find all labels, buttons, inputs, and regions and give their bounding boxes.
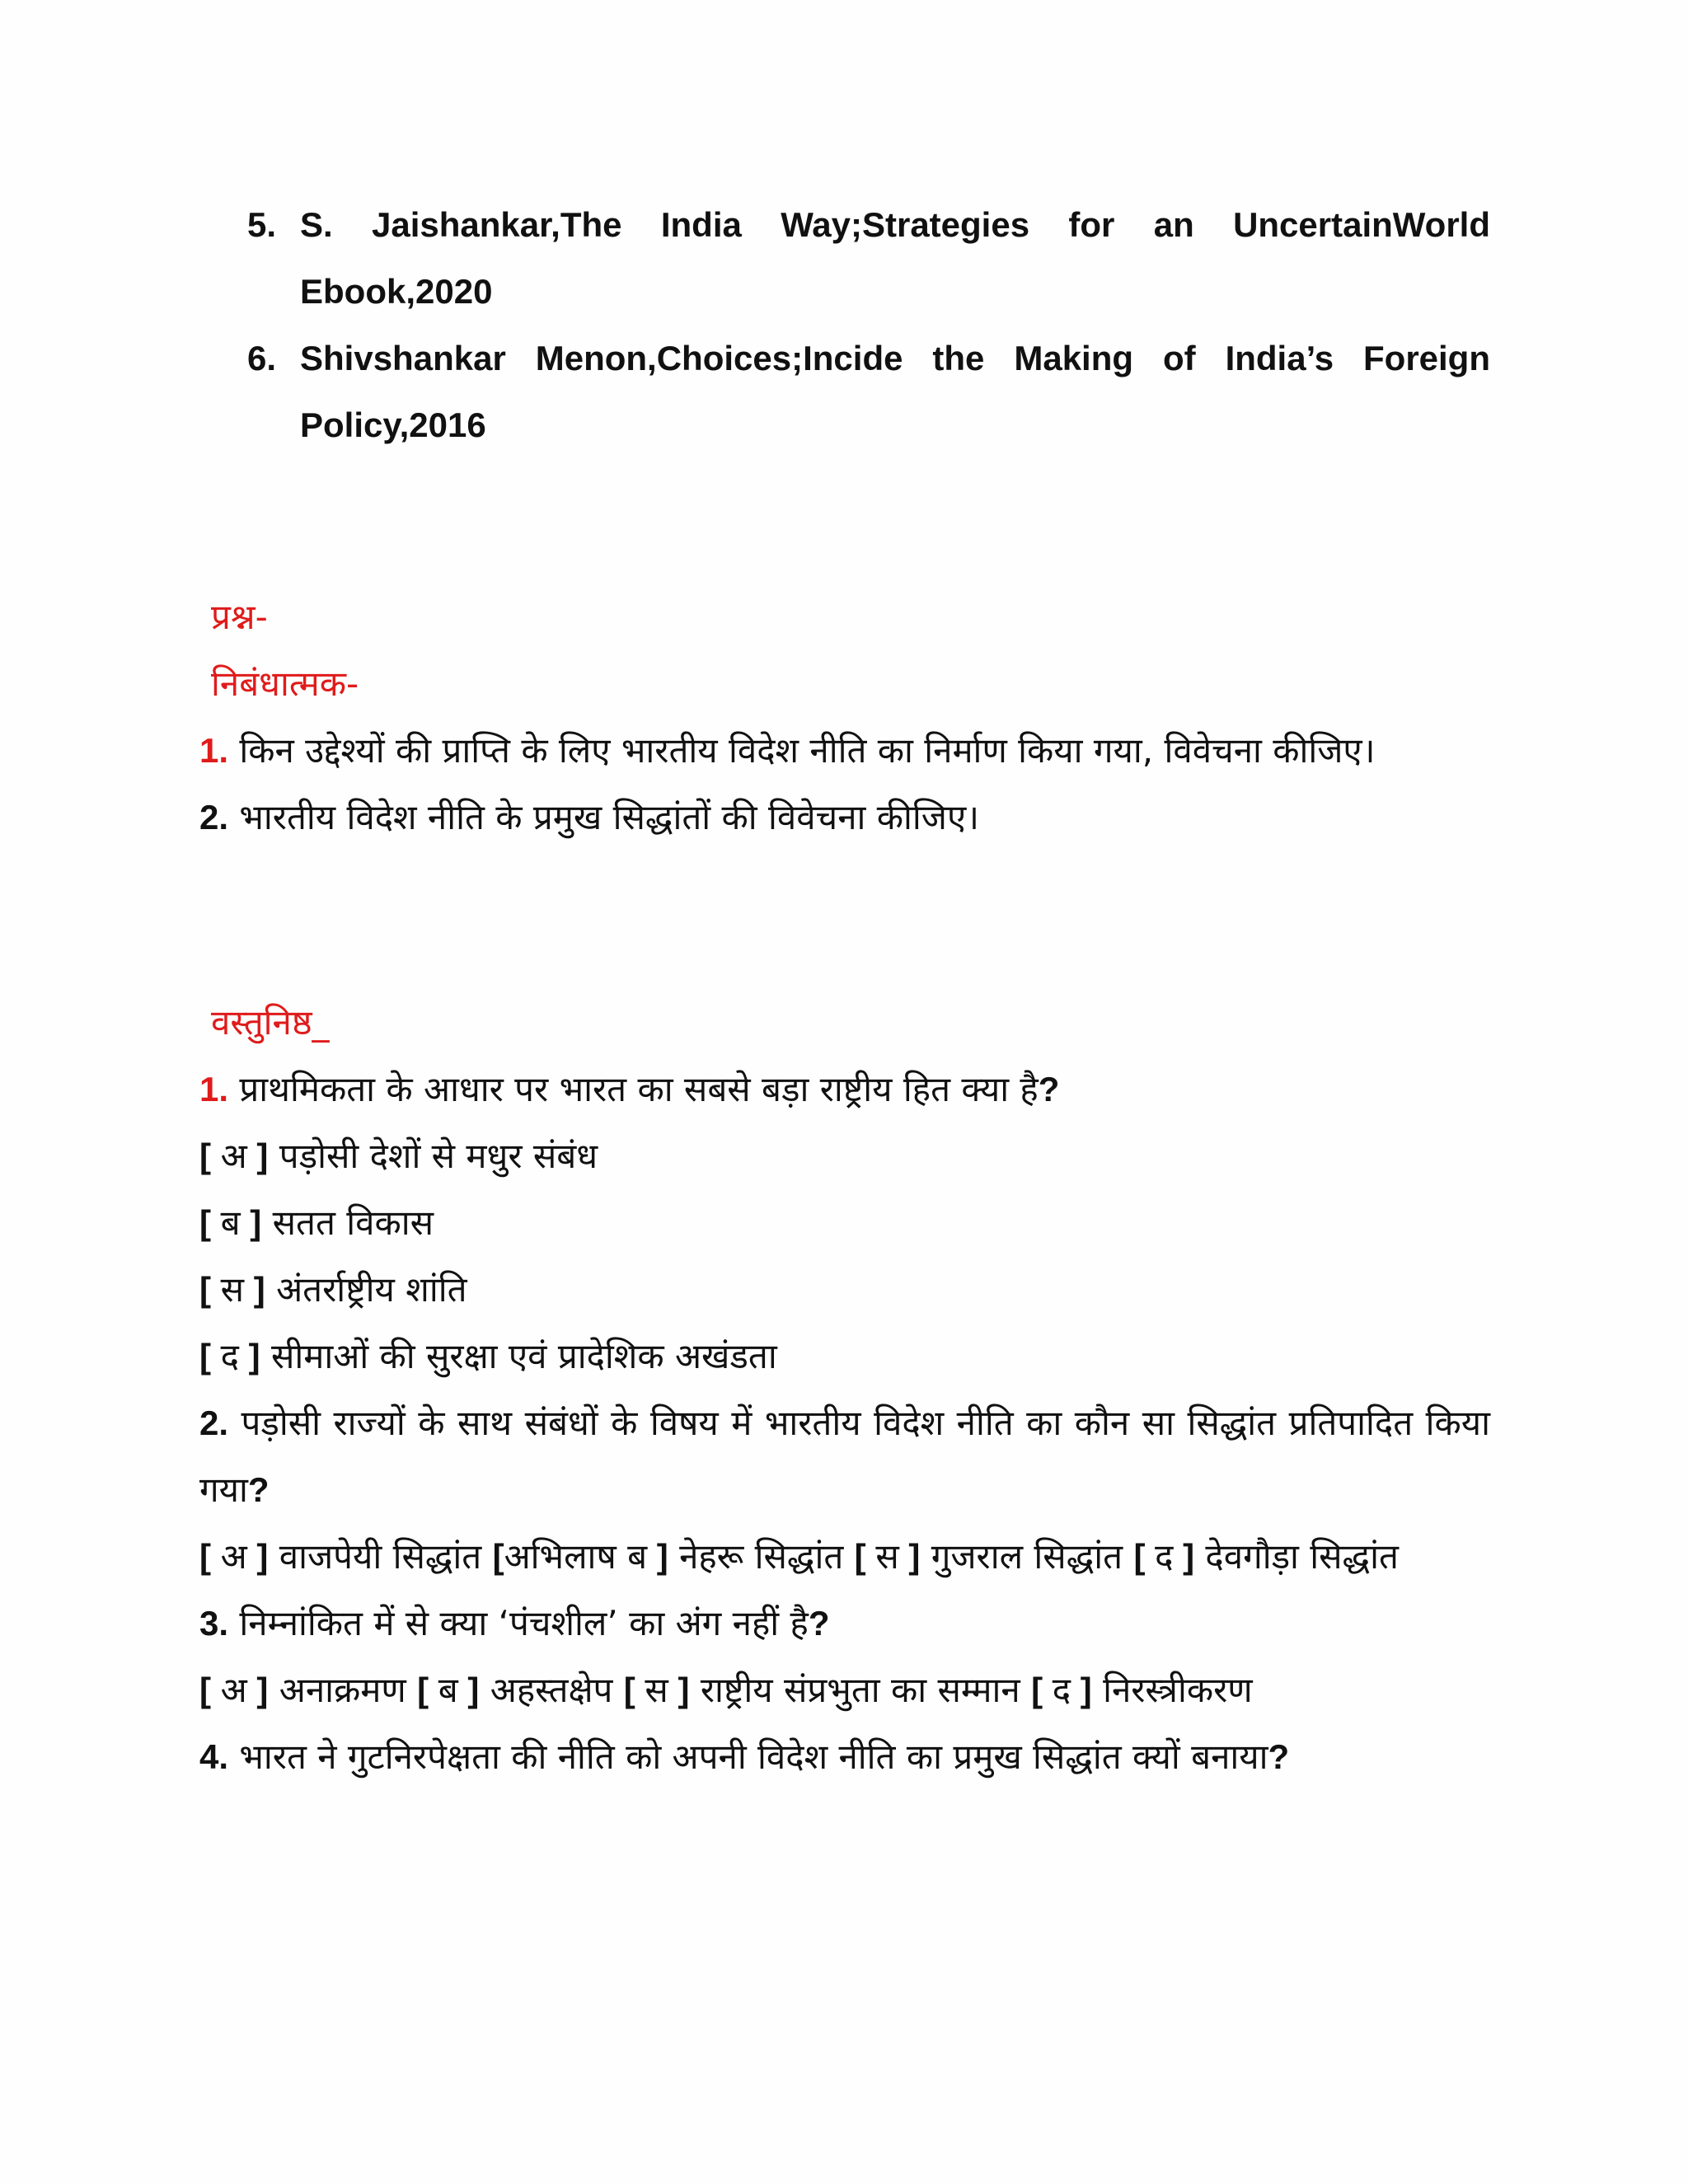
option-bracket: [ (492, 1537, 504, 1576)
option-label: द (1052, 1670, 1071, 1710)
essay-question (199, 784, 1490, 851)
option-label: अभिलाष ब (504, 1536, 648, 1577)
option-bracket: ] (246, 1671, 269, 1709)
option-label: स (220, 1269, 245, 1310)
option-bracket: [ (417, 1671, 438, 1709)
question-text: प्राथमिकता के आधार पर भारत का सबसे बड़ा राष्ट्रीय हित क्या है (228, 1069, 1039, 1109)
answer-options-line (199, 1657, 1490, 1723)
option-bracket: [ (199, 1537, 221, 1576)
question-text: किन उद्देश्यों की प्राप्ति के लिए भारतीय विदेश नीति का निर्माण किया गया, विवेचना कीजिए। (228, 730, 1376, 771)
question-mark: ? (1038, 1070, 1060, 1108)
option-text: पड़ोसी देशों से मधुर संबंध (268, 1136, 598, 1176)
option-bracket: [ (199, 1270, 221, 1309)
option-text: अंतर्राष्ट्रीय शांति (265, 1269, 467, 1310)
section-heading-prashn: प्रश्न- (211, 597, 268, 637)
option-bracket: [ (199, 1337, 221, 1376)
question-number: 4. (199, 1737, 229, 1776)
option-bracket: [ (199, 1203, 221, 1242)
section-heading-nibandhatmak: निबंधात्मक- (211, 663, 359, 704)
option-bracket: ] (1071, 1671, 1092, 1709)
option-bracket: ] (898, 1537, 921, 1576)
objective-section (199, 989, 1490, 1790)
question-mark: ? (247, 1470, 270, 1509)
question-number: 2. (199, 1404, 229, 1442)
question-number: 1. (199, 1070, 229, 1108)
option-text: वाजपेयी सिद्धांत (268, 1536, 493, 1577)
reference-list (247, 191, 1490, 458)
answer-option (199, 1189, 1490, 1256)
option-bracket: ] (246, 1537, 269, 1576)
section-heading-vastunishth: वस्तुनिष्ठ_ (211, 1002, 330, 1043)
question-text: भारत ने गुटनिरपेक्षता की नीति को अपनी विदेश नीति का प्रमुख सिद्धांत क्यों बनाया (228, 1736, 1268, 1777)
answer-option (199, 1323, 1490, 1390)
option-bracket: ] (647, 1537, 668, 1576)
question-mark: ? (808, 1604, 830, 1643)
option-bracket: ] (668, 1671, 690, 1709)
option-text: निरस्त्रीकरण (1091, 1670, 1253, 1710)
reference-text: Shivshankar Menon,Choices;Incide the Making of India’s Foreign Policy,2016 (300, 339, 1490, 444)
option-label: अ (220, 1536, 247, 1577)
objective-question (199, 1723, 1490, 1790)
option-label: द (220, 1336, 239, 1376)
essay-section (199, 583, 1490, 851)
option-text: देवगौड़ा सिद्धांत (1194, 1536, 1399, 1577)
option-text: सतत विकास (261, 1202, 434, 1243)
question-text: पड़ोसी राज्यों के साथ संबंधों के विषय में भारतीय विदेश नीति का कौन सा सिद्धांत प्रतिपादित किया गया (199, 1403, 1490, 1510)
objective-question (199, 1390, 1490, 1523)
option-bracket: ] (238, 1337, 260, 1376)
option-text: सीमाओं की सुरक्षा एवं प्रादेशिक अखंडता (260, 1336, 777, 1376)
option-bracket: [ (623, 1671, 645, 1709)
answer-option (199, 1122, 1490, 1189)
option-label: ब (220, 1202, 241, 1243)
question-mark: ? (1268, 1737, 1290, 1776)
option-bracket: ] (240, 1203, 262, 1242)
option-label: अ (220, 1136, 247, 1176)
question-number: 3. (199, 1604, 229, 1643)
question-number: 2. (199, 798, 229, 837)
option-label: स (645, 1670, 668, 1710)
option-label: द (1155, 1536, 1174, 1577)
option-bracket: [ (199, 1671, 221, 1709)
question-text: भारतीय विदेश नीति के प्रमुख सिद्धांतों की विवेचना कीजिए। (228, 797, 980, 837)
option-bracket: ] (457, 1671, 480, 1709)
reference-number: 5. (247, 205, 277, 244)
option-text: नेहरू सिद्धांत (668, 1536, 855, 1577)
question-text: निम्नांकित में से क्या ‘पंचशील’ का अंग नहीं है (228, 1603, 809, 1643)
option-label: स (875, 1536, 899, 1577)
option-bracket: [ (854, 1537, 876, 1576)
option-text: अहस्तक्षेप (479, 1670, 624, 1710)
option-bracket: ] (244, 1270, 265, 1309)
question-number: 1. (199, 731, 229, 770)
option-text: अनाक्रमण (268, 1670, 418, 1710)
option-label: ब (438, 1670, 458, 1710)
essay-question (199, 717, 1490, 784)
reference-item (247, 325, 1490, 458)
objective-question (199, 1056, 1490, 1122)
objective-question (199, 1590, 1490, 1657)
reference-number: 6. (247, 339, 277, 377)
option-bracket: [ (1031, 1671, 1053, 1709)
option-text: राष्ट्रीय संप्रभुता का सम्मान (689, 1670, 1032, 1710)
option-label: अ (220, 1670, 247, 1710)
option-bracket: ] (1173, 1537, 1195, 1576)
answer-option (199, 1256, 1490, 1323)
option-bracket: [ (199, 1137, 221, 1175)
reference-item (247, 191, 1490, 325)
option-bracket: ] (246, 1137, 269, 1175)
option-text: गुजराल सिद्धांत (920, 1536, 1134, 1577)
reference-text: S. Jaishankar,The India Way;Strategies for an UncertainWorld Ebook,2020 (300, 205, 1490, 311)
option-bracket: [ (1133, 1537, 1156, 1576)
answer-options-line (199, 1523, 1490, 1590)
